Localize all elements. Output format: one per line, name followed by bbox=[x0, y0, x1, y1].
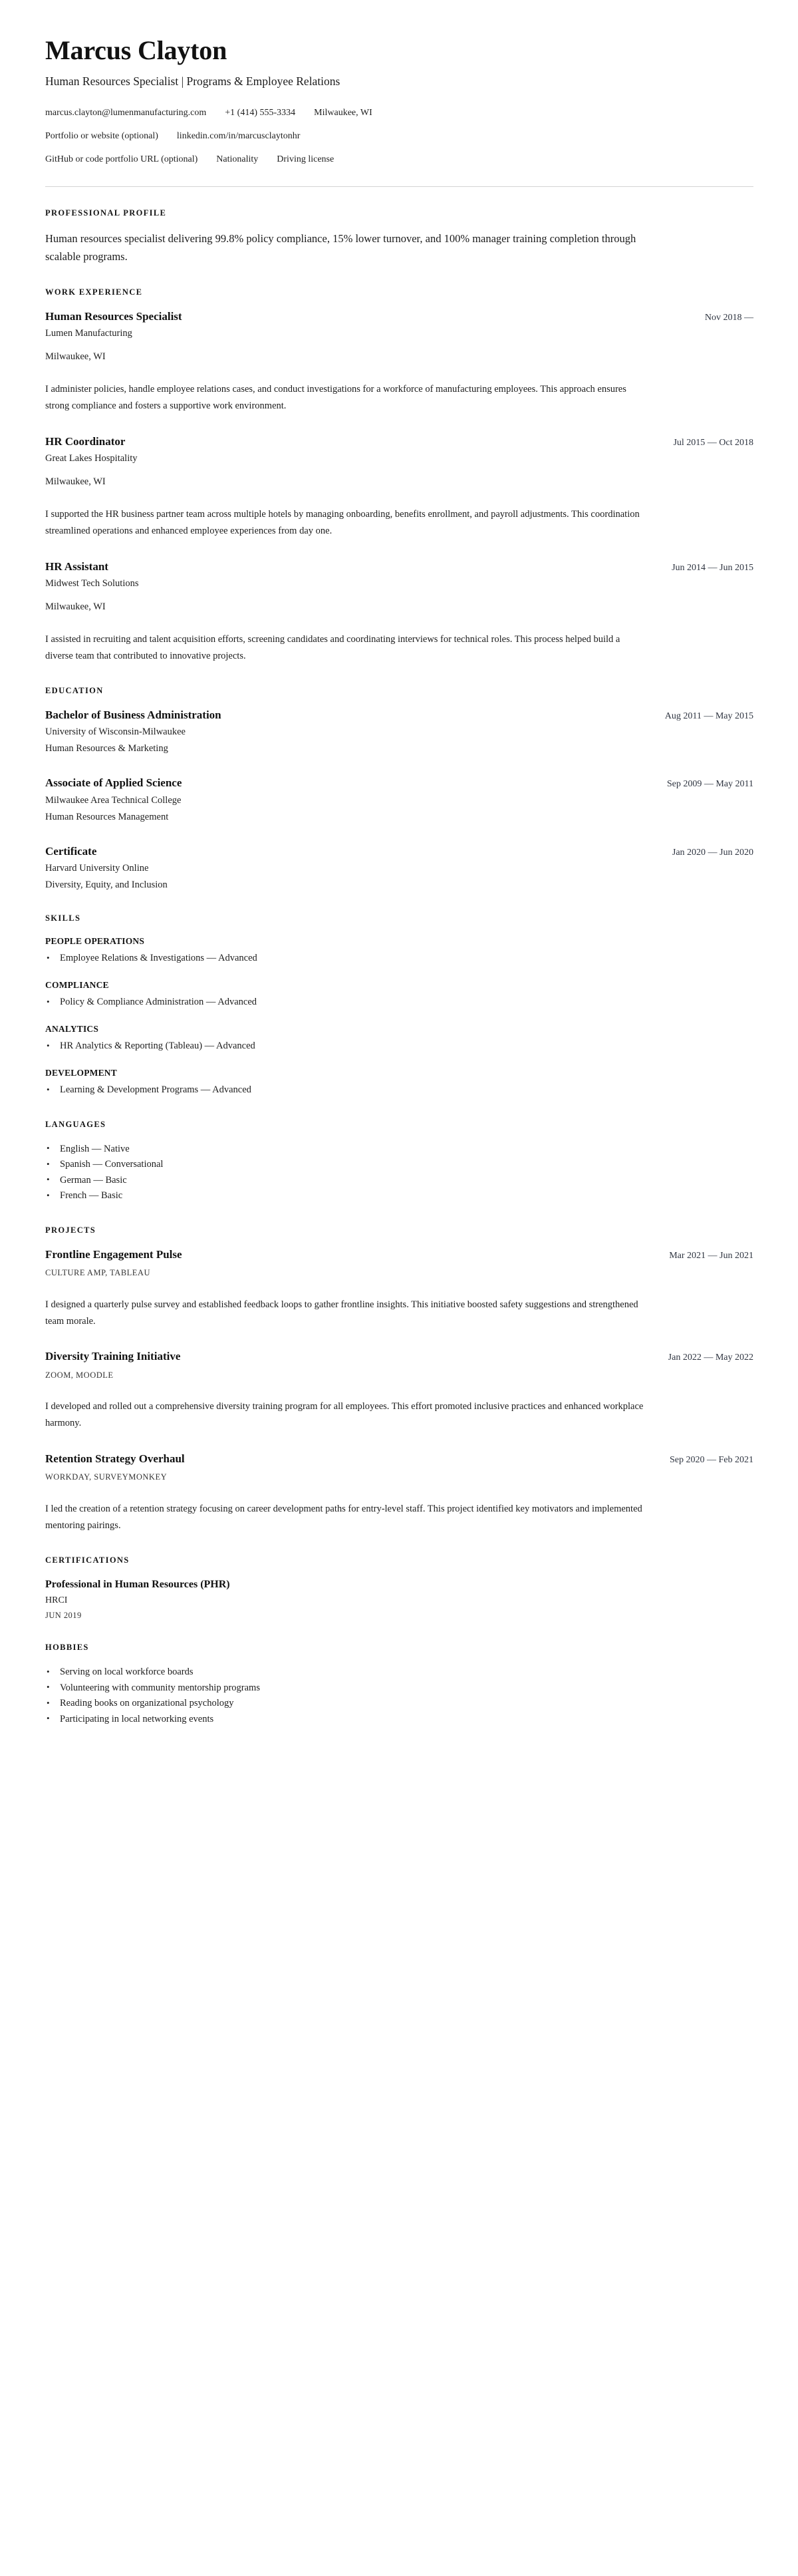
section-professional-profile bbox=[45, 208, 753, 265]
project-tech-stack: WORKDAY, SURVEYMONKEY bbox=[45, 1472, 168, 1482]
section-projects bbox=[45, 1225, 753, 1534]
project-description: I designed a quarterly pulse survey and established feedback loops to gather frontline insights. This initiative boosted safety suggestions and strengthened team morale. bbox=[45, 1299, 638, 1327]
contact-email[interactable]: marcus.clayton@lumenmanufacturing.com bbox=[45, 107, 207, 118]
skill-item: • Policy & Compliance Administration — Advanced bbox=[45, 995, 753, 1010]
language-item: • German — Basic bbox=[45, 1173, 753, 1188]
skill-group-title: PEOPLE OPERATIONS bbox=[45, 935, 145, 946]
section-skills bbox=[45, 913, 753, 1098]
project-tech-stack: CULTURE AMP, TABLEAU bbox=[45, 1268, 150, 1278]
work-entry-company: Lumen Manufacturing bbox=[45, 328, 132, 339]
education-entry-head bbox=[45, 844, 753, 859]
skill-group bbox=[45, 935, 753, 967]
hobby-item: • Participating in local networking events bbox=[45, 1712, 753, 1727]
section-work-experience bbox=[45, 287, 753, 665]
header-divider bbox=[45, 186, 753, 187]
skill-group bbox=[45, 1023, 753, 1054]
section-languages bbox=[45, 1120, 753, 1204]
work-entry-description: I assisted in recruiting and talent acquisition efforts, screening candidates and coordinating interviews for technical roles. This process helped build a diverse team that contributed to innovative projects. bbox=[45, 634, 620, 662]
language-item: • French — Basic bbox=[45, 1188, 753, 1204]
project-entry bbox=[45, 1349, 753, 1432]
contact-line-primary bbox=[45, 106, 753, 120]
skill-group-title: DEVELOPMENT bbox=[45, 1067, 117, 1078]
education-field: Human Resources Management bbox=[45, 811, 169, 822]
certification-name: Professional in Human Resources (PHR) bbox=[45, 1578, 230, 1590]
work-entry-date: Nov 2018 — bbox=[704, 312, 753, 323]
work-entry-head bbox=[45, 309, 753, 324]
work-entry-location: Milwaukee, WI bbox=[45, 351, 106, 363]
work-entry-head bbox=[45, 560, 753, 574]
project-date: Sep 2020 — Feb 2021 bbox=[670, 1455, 753, 1465]
education-field: Diversity, Equity, and Inclusion bbox=[45, 879, 168, 890]
contact-linkedin[interactable]: linkedin.com/in/marcusclaytonhr bbox=[176, 130, 301, 141]
skill-list bbox=[45, 951, 753, 966]
contact-phone[interactable]: +1 (414) 555-3334 bbox=[225, 107, 296, 118]
candidate-name: Marcus Clayton bbox=[45, 35, 227, 65]
skill-item: • Learning & Development Programs — Advanced bbox=[45, 1082, 753, 1098]
contact-driving-license: Driving license bbox=[277, 154, 334, 165]
certification-date: JUN 2019 bbox=[45, 1610, 82, 1620]
language-list bbox=[45, 1142, 753, 1204]
project-name: Diversity Training Initiative bbox=[45, 1350, 181, 1363]
work-entry-title: Human Resources Specialist bbox=[45, 309, 182, 323]
project-entry-head bbox=[45, 1452, 753, 1466]
section-title-projects: PROJECTS bbox=[45, 1225, 96, 1235]
project-tech-stack: ZOOM, MOODLE bbox=[45, 1370, 114, 1380]
skill-list bbox=[45, 1039, 753, 1054]
education-institution: Milwaukee Area Technical College bbox=[45, 794, 182, 806]
education-entry-head bbox=[45, 708, 753, 723]
work-entry-location: Milwaukee, WI bbox=[45, 601, 106, 613]
education-entry bbox=[45, 776, 753, 824]
work-entry-head bbox=[45, 434, 753, 449]
skill-group bbox=[45, 1067, 753, 1098]
project-date: Mar 2021 — Jun 2021 bbox=[669, 1250, 753, 1261]
certification-entry bbox=[45, 1577, 753, 1622]
work-entry bbox=[45, 560, 753, 665]
education-institution: University of Wisconsin-Milwaukee bbox=[45, 726, 186, 738]
section-title-education: EDUCATION bbox=[45, 686, 104, 696]
skill-group-title: ANALYTICS bbox=[45, 1023, 99, 1034]
section-title-professional-profile: PROFESSIONAL PROFILE bbox=[45, 208, 167, 218]
contact-line-secondary bbox=[45, 130, 753, 143]
education-field: Human Resources & Marketing bbox=[45, 743, 168, 754]
hobby-item: • Volunteering with community mentorship programs bbox=[45, 1681, 753, 1696]
profile-summary-text: Human resources specialist delivering 99.8% policy compliance, 15% lower turnover, and 100% manager training completion through scalable programs. bbox=[45, 232, 636, 263]
project-name: Frontline Engagement Pulse bbox=[45, 1247, 182, 1261]
project-name: Retention Strategy Overhaul bbox=[45, 1452, 185, 1465]
work-entry-location: Milwaukee, WI bbox=[45, 476, 106, 488]
education-degree: Associate of Applied Science bbox=[45, 776, 182, 790]
hobby-item: • Reading books on organizational psychology bbox=[45, 1696, 753, 1711]
work-entry-title: HR Assistant bbox=[45, 560, 108, 573]
candidate-headline: Human Resources Specialist | Programs & Employee Relations bbox=[45, 74, 340, 88]
education-degree: Bachelor of Business Administration bbox=[45, 709, 221, 722]
skill-item: • Employee Relations & Investigations — Advanced bbox=[45, 951, 753, 966]
section-education bbox=[45, 686, 753, 892]
skill-item: • HR Analytics & Reporting (Tableau) — Advanced bbox=[45, 1039, 753, 1054]
education-entry bbox=[45, 844, 753, 892]
language-item: • English — Native bbox=[45, 1142, 753, 1157]
skill-list bbox=[45, 1082, 753, 1098]
contact-github[interactable]: GitHub or code portfolio URL (optional) bbox=[45, 154, 198, 165]
work-entry-title: HR Coordinator bbox=[45, 434, 126, 448]
contact-nationality: Nationality bbox=[216, 154, 259, 165]
section-title-certifications: CERTIFICATIONS bbox=[45, 1555, 130, 1565]
hobby-list bbox=[45, 1665, 753, 1727]
hobby-item: • Serving on local workforce boards bbox=[45, 1665, 753, 1680]
education-institution: Harvard University Online bbox=[45, 862, 149, 874]
resume-header bbox=[45, 36, 753, 187]
education-entry bbox=[45, 708, 753, 756]
education-date: Sep 2009 — May 2011 bbox=[666, 779, 753, 790]
language-item: • Spanish — Conversational bbox=[45, 1157, 753, 1172]
section-title-work-experience: WORK EXPERIENCE bbox=[45, 287, 143, 297]
work-entry-date: Jul 2015 — Oct 2018 bbox=[673, 437, 753, 448]
education-date: Jan 2020 — Jun 2020 bbox=[672, 847, 753, 858]
education-entry-head bbox=[45, 776, 753, 790]
project-description: I led the creation of a retention strategy focusing on career development paths for entry-level staff. This project identified key motivators and implemented mentoring pairings. bbox=[45, 1503, 642, 1531]
project-date: Jan 2022 — May 2022 bbox=[668, 1353, 753, 1363]
work-entry-company: Midwest Tech Solutions bbox=[45, 578, 139, 589]
project-entry-head bbox=[45, 1247, 753, 1262]
project-description: I developed and rolled out a comprehensive diversity training program for all employees. This effort promoted inclusive practices and enhanced workplace harmony. bbox=[45, 1401, 644, 1429]
contact-portfolio[interactable]: Portfolio or website (optional) bbox=[45, 130, 158, 141]
section-title-skills: SKILLS bbox=[45, 913, 81, 923]
project-entry bbox=[45, 1452, 753, 1534]
certification-issuer: HRCI bbox=[45, 1595, 68, 1606]
project-entry bbox=[45, 1247, 753, 1330]
skill-group bbox=[45, 979, 753, 1011]
contact-location: Milwaukee, WI bbox=[314, 107, 372, 118]
section-title-languages: LANGUAGES bbox=[45, 1119, 106, 1129]
section-certifications bbox=[45, 1555, 753, 1622]
skill-group-title: COMPLIANCE bbox=[45, 979, 109, 990]
work-entry-company: Great Lakes Hospitality bbox=[45, 453, 138, 464]
skill-list bbox=[45, 995, 753, 1010]
education-degree: Certificate bbox=[45, 844, 97, 858]
work-entry-date: Jun 2014 — Jun 2015 bbox=[672, 563, 753, 573]
work-entry-description: I supported the HR business partner team across multiple hotels by managing onboarding, benefits enrollment, and payroll adjustments. This coordination streamlined operations and enhanced employee experiences from day one. bbox=[45, 509, 640, 537]
project-entry-head bbox=[45, 1349, 753, 1364]
section-hobbies bbox=[45, 1643, 753, 1727]
work-entry bbox=[45, 434, 753, 540]
work-entry bbox=[45, 309, 753, 414]
section-title-hobbies: HOBBIES bbox=[45, 1643, 89, 1653]
work-entry-description: I administer policies, handle employee relations cases, and conduct investigations for a workforce of manufacturing employees. This approach ensures strong compliance and fosters a supportive work environment. bbox=[45, 384, 626, 412]
education-date: Aug 2011 — May 2015 bbox=[664, 711, 753, 722]
contact-line-tertiary bbox=[45, 153, 753, 166]
